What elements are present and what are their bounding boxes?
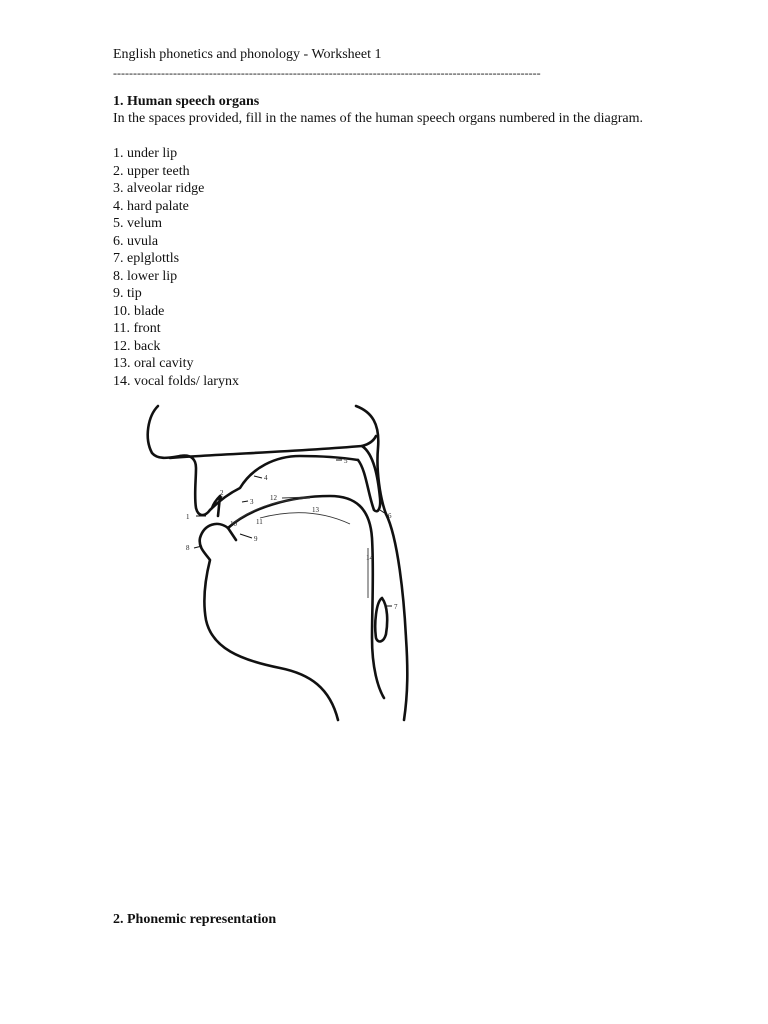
speech-organ-item: 9. tip (113, 286, 142, 301)
diagram-label-13: 13 (312, 506, 319, 514)
diagram-label-10: 10 (230, 520, 237, 528)
speech-organ-item: 13. oral cavity (113, 356, 194, 371)
diagram-label-12: 12 (270, 494, 277, 502)
section-1-heading: 1. Human speech organs (113, 94, 260, 109)
nose-outline (148, 406, 180, 458)
diagram-label-4: 4 (264, 474, 268, 482)
speech-organ-item: 4. hard palate (113, 198, 189, 214)
speech-organ-item: 2. upper teeth (113, 163, 190, 179)
worksheet-title: English phonetics and phonology - Worksheet 1 (113, 47, 382, 62)
speech-organ-item: 6. uvula (113, 233, 159, 249)
speech-organ-item: 11. front (113, 321, 161, 336)
diagram-label-7: 7 (394, 603, 398, 611)
speech-organ-item: 7. eplglottls (113, 251, 180, 266)
speech-organ-item: 5. velum (113, 216, 162, 231)
arrow-3 (242, 501, 248, 502)
diagram-label-6: 6 (388, 512, 392, 520)
section-2-heading: 2. Phonemic representation (113, 912, 277, 927)
diagram-label-8: 8 (186, 544, 190, 552)
nasal-floor-outline (170, 436, 376, 458)
diagram-label-1: 1 (186, 513, 190, 521)
upper-lip-outline (180, 456, 210, 515)
tongue-outline (228, 496, 384, 698)
speech-organ-item: 3. alveolar ridge (113, 181, 205, 196)
tongue-tip-outline (228, 528, 236, 540)
arrow-9 (240, 534, 252, 538)
diagram-label-11: 11 (256, 518, 263, 526)
speech-organs-diagram (140, 398, 420, 728)
pharynx-back-wall-lower (386, 514, 407, 720)
diagram-label-2: 2 (220, 489, 224, 497)
speech-organ-item: 10. blade (113, 303, 165, 319)
speech-organ-item: 14. vocal folds/ larynx (113, 373, 239, 389)
diagram-label-14: 14 (366, 554, 373, 562)
dashed-divider: ----------------------------------------------------------------------------------------------------------- (113, 66, 541, 80)
diagram-label-5: 5 (344, 457, 348, 465)
oral-cavity-guide (260, 513, 350, 524)
speech-organ-list (113, 145, 239, 390)
epiglottis-outline (375, 598, 387, 641)
vocal-tract-drawing (140, 398, 420, 728)
diagram-label-9: 9 (254, 535, 258, 543)
speech-organ-item: 8. lower lip (113, 268, 178, 284)
section-1-instruction: In the spaces provided, fill in the names of the human speech organs numbered in the diagram. (113, 111, 644, 126)
speech-organ-item: 1. under lip (113, 146, 178, 161)
arrow-4 (254, 476, 262, 478)
diagram-label-3: 3 (250, 498, 254, 506)
lower-lip-outline (200, 524, 338, 720)
speech-organ-item: 12. back (113, 338, 161, 354)
